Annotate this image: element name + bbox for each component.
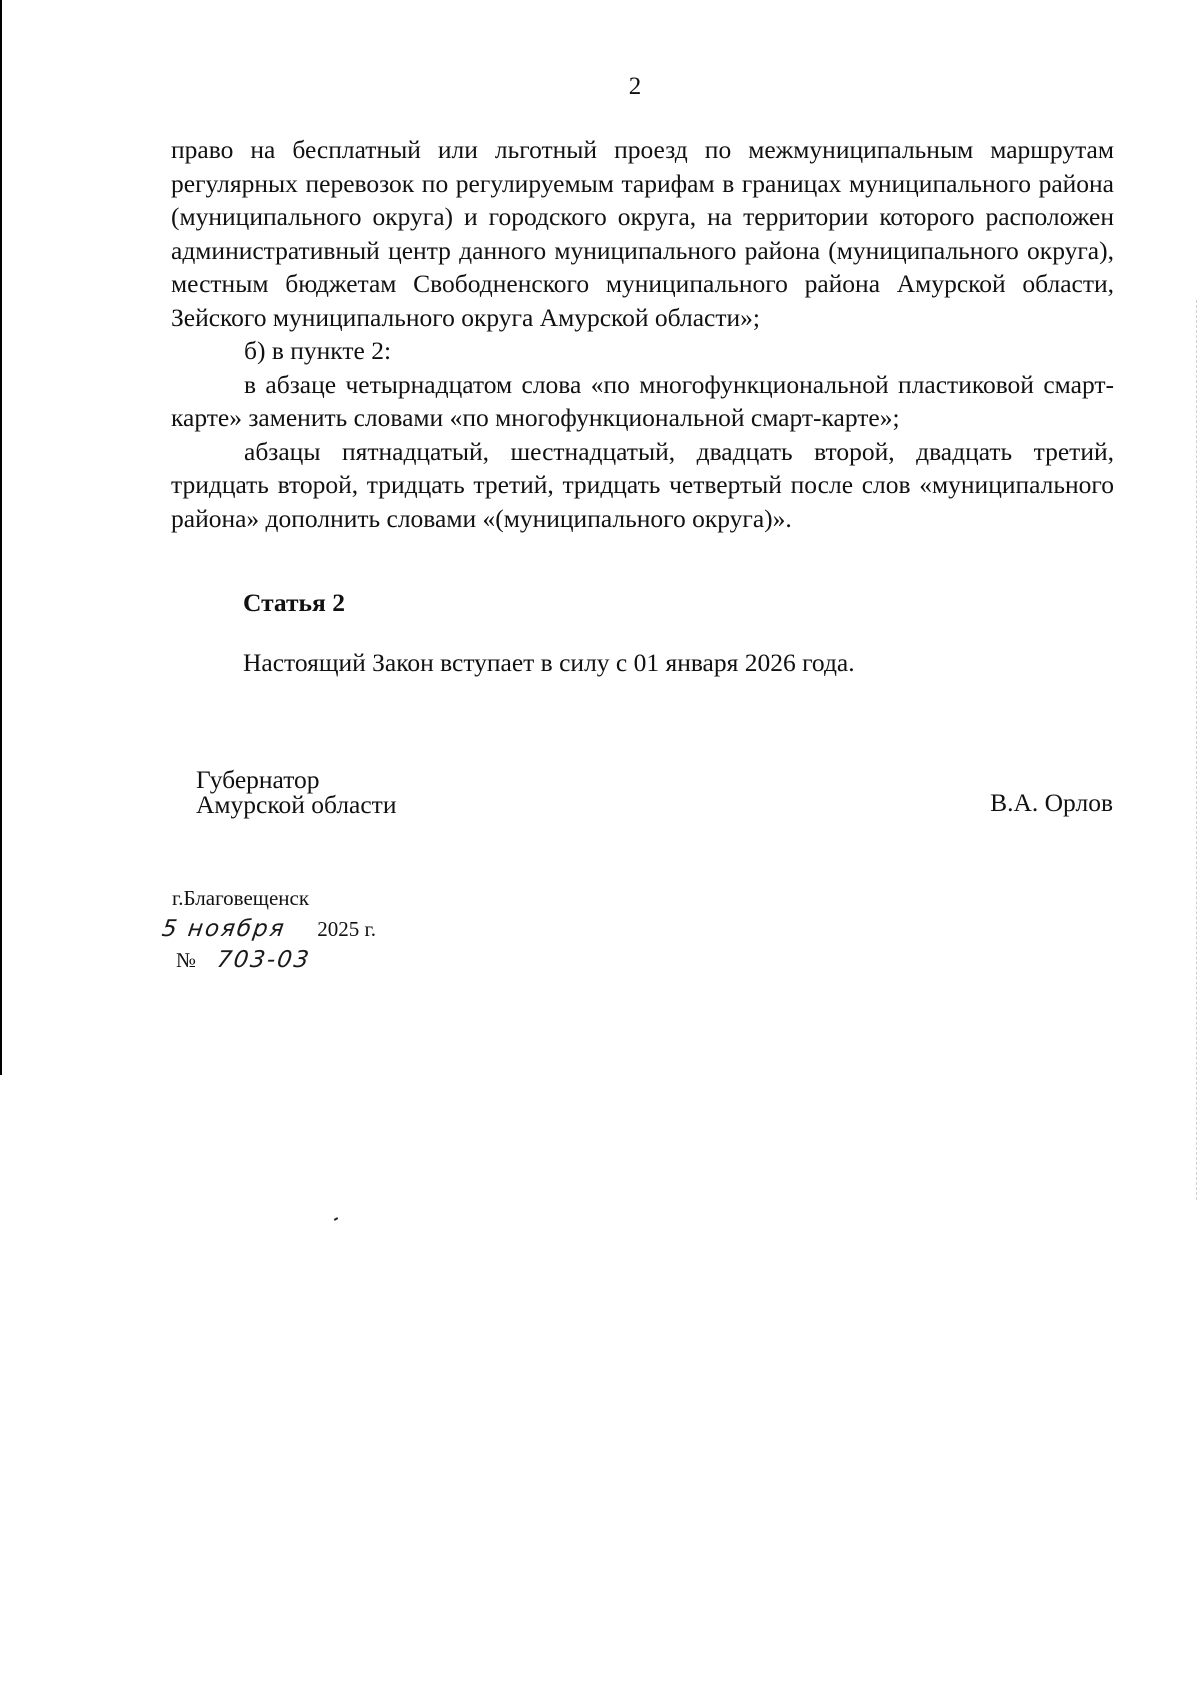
- governor-name: В.А. Орлов: [990, 788, 1113, 817]
- governor-title: Губернатор: [196, 765, 320, 794]
- handwritten-number: 703-03: [215, 947, 313, 973]
- article-title: Статья 2: [243, 588, 345, 617]
- place-date-block: [160, 883, 376, 976]
- year: 2025 г.: [317, 917, 376, 941]
- governor-region: Амурской области: [196, 790, 397, 819]
- handwritten-date: 5 ноября: [160, 916, 288, 942]
- paragraph-subitem-b: б) в пункте 2:: [244, 336, 392, 365]
- governor-position: [196, 767, 396, 817]
- date-line: [160, 914, 376, 945]
- scan-speck: [334, 1217, 338, 1221]
- paragraph-continuation: право на бесплатный или льготный проезд по межмуниципальным маршрутам регулярных перевозок по регулируемым тарифам в границах муниципального района (муниципального округа) и городского округа, на территории которого расположен административный центр данного муниципального района (муниципального округа), местным бюджетам Свободненского муниципального района Амурской области, Зейского муниципального округа Амурской области»;: [171, 135, 1114, 332]
- scan-edge-left: [0, 0, 2, 1075]
- city-line: [172, 883, 376, 914]
- city: г.Благовещенск: [172, 886, 310, 910]
- scan-edge-right: [1196, 300, 1197, 1200]
- paragraph-amendment-14: в абзаце четырнадцатом слова «по многофункциональной пластиковой смарт-карте» заменить словами «по многофункциональной смарт-карте»;: [171, 369, 1114, 432]
- number-sign: №: [176, 948, 197, 972]
- page-number: 2: [628, 73, 642, 100]
- body-text: [171, 133, 1114, 535]
- paragraph-amendment-list: абзацы пятнадцатый, шестнадцатый, двадцать второй, двадцать третий, тридцать второй, тридцать третий, тридцать четвертый после слов «муниципального района» дополнить словами «(муниципального округа)».: [171, 436, 1114, 533]
- article-text: Настоящий Закон вступает в силу с 01 января 2026 года.: [243, 648, 855, 677]
- number-line: [172, 945, 376, 976]
